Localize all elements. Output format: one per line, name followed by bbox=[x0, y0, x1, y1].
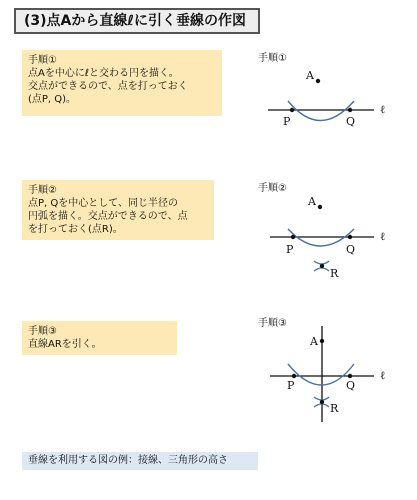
point-a-label: A bbox=[308, 195, 316, 208]
arc-from-p bbox=[314, 261, 329, 264]
step-3-diagram bbox=[250, 310, 417, 430]
point-a bbox=[318, 205, 322, 209]
step-2-diagram bbox=[250, 175, 417, 295]
point-q bbox=[348, 235, 352, 239]
point-a-label: A bbox=[306, 69, 314, 82]
point-q-label: Q bbox=[346, 243, 356, 256]
step-3-title: 手順③ bbox=[28, 326, 57, 337]
circle-arc bbox=[288, 101, 354, 121]
step-1-title: 手順① bbox=[28, 55, 57, 66]
point-a bbox=[320, 339, 324, 343]
step-3-box bbox=[22, 321, 177, 355]
line-l-label: ℓ bbox=[380, 230, 386, 243]
step-2-title: 手順② bbox=[28, 185, 57, 196]
arc-from-q bbox=[314, 268, 329, 271]
point-p bbox=[290, 108, 294, 112]
point-q bbox=[348, 374, 352, 378]
diagram-3-label: 手順③ bbox=[258, 318, 287, 329]
point-p-label: P bbox=[287, 379, 295, 392]
line-l-label: ℓ bbox=[380, 369, 386, 382]
point-r bbox=[320, 264, 324, 268]
step-2-figure bbox=[250, 175, 417, 295]
point-a bbox=[316, 79, 320, 83]
example-note: 垂線を利用する図の例：接線、三角形の高さ bbox=[22, 452, 258, 470]
point-r-label: R bbox=[330, 267, 339, 280]
circle-arc bbox=[288, 364, 354, 385]
page-title: (3)点Aから直線ℓに引く垂線の作図 bbox=[14, 8, 260, 34]
step-1-figure bbox=[250, 45, 417, 165]
step-3-text: 直線ARを引く。 bbox=[28, 339, 102, 350]
step-1-text: 点Aを中心にℓと交わる円を描く。 交点ができるので、点を打っておく (点P, Q)。 bbox=[28, 68, 188, 105]
point-p bbox=[291, 235, 295, 239]
point-r-label: R bbox=[330, 402, 339, 415]
diagram-1-label: 手順① bbox=[258, 53, 287, 64]
step-2-box bbox=[22, 180, 214, 240]
line-l-label: ℓ bbox=[380, 103, 386, 116]
step-1-diagram bbox=[250, 45, 417, 165]
point-q-label: Q bbox=[346, 379, 356, 392]
point-p-label: P bbox=[286, 243, 294, 256]
point-p-label: P bbox=[283, 115, 291, 128]
step-1-box bbox=[22, 50, 222, 116]
point-r bbox=[320, 400, 324, 404]
point-q bbox=[348, 108, 352, 112]
point-p bbox=[292, 374, 296, 378]
step-2-text: 点P, Qを中心として、同じ半径の 円弧を描く。交点ができるので、点 を打っておく(点R)。 bbox=[28, 198, 188, 235]
diagram-2-label: 手順② bbox=[258, 183, 287, 194]
step-3-figure bbox=[250, 310, 417, 430]
point-a-label: A bbox=[310, 335, 318, 348]
point-q-label: Q bbox=[346, 115, 356, 128]
